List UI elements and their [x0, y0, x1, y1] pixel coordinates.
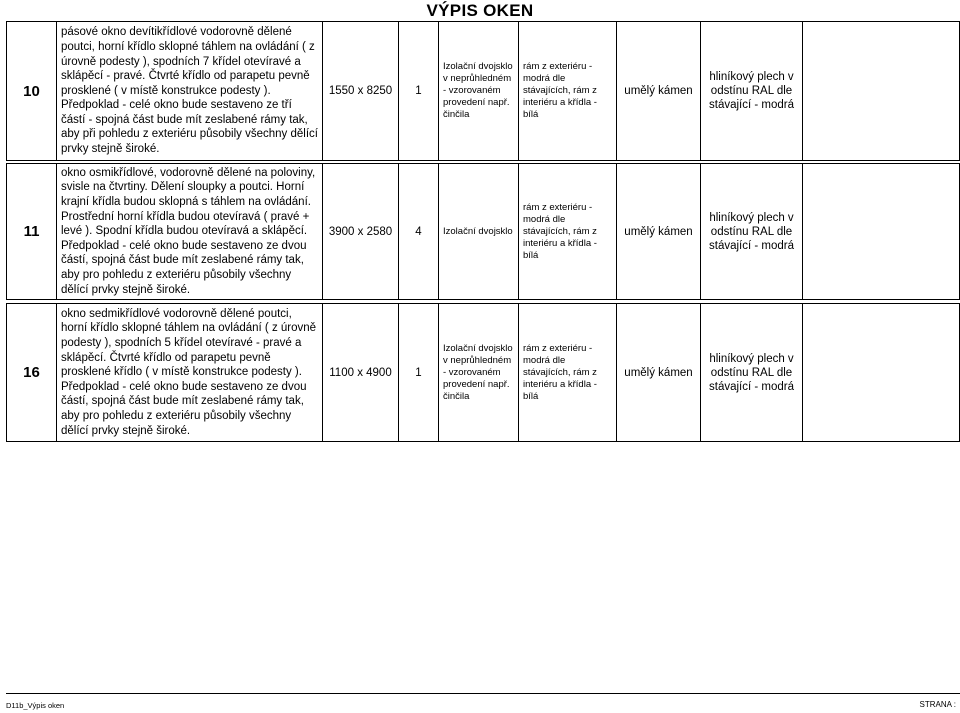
- window-glazing: Izolační dvojsklo: [438, 164, 518, 299]
- table-row: [6, 21, 960, 161]
- window-number: 16: [6, 304, 56, 441]
- window-flashing: hliníkový plech v odstínu RAL dle stávající - modrá: [700, 164, 802, 299]
- window-number: 11: [6, 164, 56, 299]
- footer-divider: [6, 693, 960, 694]
- window-number: 10: [6, 22, 56, 160]
- table-row: [6, 303, 960, 442]
- window-sill: umělý kámen: [616, 164, 700, 299]
- window-quantity: 1: [398, 22, 438, 160]
- page-title: VÝPIS OKEN: [426, 1, 534, 20]
- footer-file-name: D11b_Výpis oken: [6, 701, 65, 710]
- window-quantity: 1: [398, 304, 438, 441]
- window-size: 3900 x 2580: [322, 164, 398, 299]
- window-size: 1550 x 8250: [322, 22, 398, 160]
- window-sill: umělý kámen: [616, 22, 700, 160]
- window-frame: rám z exteriéru - modrá dle stávajících, rám z interiéru a křídla - bílá: [518, 22, 616, 160]
- empty-cell: [802, 164, 960, 299]
- window-frame: rám z exteriéru - modrá dle stávajících, rám z interiéru a křídla - bílá: [518, 304, 616, 441]
- window-frame: rám z exteriéru - modrá dle stávajících, rám z interiéru a křídla - bílá: [518, 164, 616, 299]
- window-glazing: Izolační dvojsklo v neprůhledném - vzorovaném provedení např. činčila: [438, 22, 518, 160]
- window-flashing: hliníkový plech v odstínu RAL dle stávající - modrá: [700, 304, 802, 441]
- window-description: pásové okno devítikřídlové vodorovně dělené poutci, horní křídlo sklopné táhlem na ovládání ( z úrovně podesty ), spodních 7 křídel otevíravé a sklápěcí - pravé. Čtvrté křídlo od parapetu pevně prosklené ( v místě konstrukce podesty ). Předpoklad - celé okno bude sestaveno ze tří částí - spojná část bude mít zeslabené rámy tak, aby při pohledu z exteriéru působily všechny dělící prvky stejně široké.: [56, 22, 322, 160]
- window-sill: umělý kámen: [616, 304, 700, 441]
- window-flashing: hliníkový plech v odstínu RAL dle stávající - modrá: [700, 22, 802, 160]
- footer-page-label: STRANA :: [919, 700, 956, 709]
- table-row: [6, 163, 960, 300]
- window-size: 1100 x 4900: [322, 304, 398, 441]
- window-description: okno sedmikřídlové vodorovně dělené poutci, horní křídlo sklopné táhlem na ovládání ( z úrovně podesty ), spodních 5 křídel otevíravé - pravé a sklápěcí. Čtvrté křídlo od parapetu pevně prosklené křídlo ( v místě konstrukce podesty ). Předpoklad - celé okno bude sestaveno ze dvou částí, spojná část bude mít zeslabené rámy tak, aby pro pohledu z exteriéru působily všechny dělící prvky stejně široké.: [56, 304, 322, 441]
- window-quantity: 4: [398, 164, 438, 299]
- window-glazing: Izolační dvojsklo v neprůhledném - vzorovaném provedení např. činčila: [438, 304, 518, 441]
- empty-cell: [802, 304, 960, 441]
- window-description: okno osmikřídlové, vodorovně dělené na poloviny, svisle na čtvrtiny. Dělení sloupky a poutci. Horní krajní křídla budou sklopná s táhlem na ovládání. Prostřední horní křídla budou otevíravá ( pravé + levé ). Spodní křídla budou otevíravá a sklápěcí. Předpoklad - celé okno bude sestaveno ze dvou částí, spojná část bude mít zeslabené rámy tak, aby pro pohledu z exteriéru působily všechny dělící prvky stejně široké.: [56, 164, 322, 299]
- empty-cell: [802, 22, 960, 160]
